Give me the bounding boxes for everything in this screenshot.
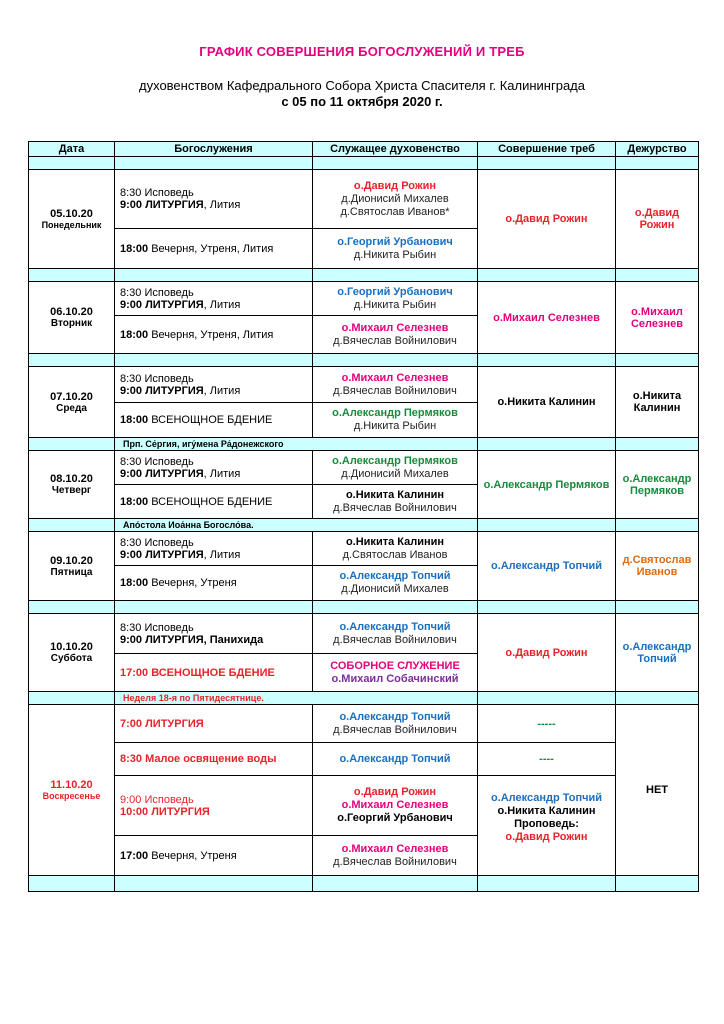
morning-service: [115, 614, 313, 654]
duty-cell: о.Никита Калинин: [616, 367, 699, 438]
evening-service: [115, 403, 313, 438]
liturgy-text: ЛИТУРГИЯ: [142, 199, 204, 211]
evening-time: 18:00: [120, 577, 149, 589]
priest-name: о.Александр Топчий: [339, 570, 451, 582]
liturgy-text: ЛИТУРГИЯ: [142, 298, 204, 311]
sunday-treby-3: [478, 776, 616, 876]
priest-name: о.Никита Калинин: [497, 805, 596, 817]
deacon-name: д.Вячеслав Войнилович: [333, 633, 457, 646]
weekday-text: Вторник: [50, 318, 93, 329]
priest-name: о.Александр Пермяков: [332, 454, 458, 467]
schedule-table: [28, 141, 699, 892]
date-text: 06.10.20: [50, 306, 93, 318]
confession-text: 8:30 Исповедь: [120, 536, 194, 549]
evening-clergy: [313, 229, 478, 269]
treby-cell: о.Александр Топчий: [478, 532, 616, 601]
liturgy-time: 9:00: [120, 384, 143, 397]
evening-time: 18:00: [120, 242, 149, 255]
sunday-service-3: [115, 776, 313, 836]
liturgy-time: 9:00: [120, 199, 143, 211]
evening-time: 18:00: [120, 328, 149, 341]
treby-cell: о.Михаил Селезнев: [478, 282, 616, 354]
priest-name: о.Давид Рожин: [505, 831, 588, 843]
sunday-treby-2: ----: [478, 743, 616, 776]
liturgy-text: ЛИТУРГИЯ: [142, 467, 204, 480]
priest-name: о.Михаил Собачинский: [331, 672, 459, 685]
evening-time: 18:00: [120, 414, 149, 426]
liturgy-rest: , Лития: [203, 384, 241, 397]
date-cell: [29, 451, 115, 519]
feast-row: [29, 519, 699, 532]
table-row: [29, 743, 699, 776]
date-text: 07.10.20: [50, 390, 93, 403]
sunday-service-4: [115, 836, 313, 876]
morning-service: [115, 170, 313, 229]
sunday-treby-1: -----: [478, 705, 616, 743]
morning-clergy: [313, 532, 478, 566]
evening-clergy: [313, 566, 478, 601]
sunday-service-1: 7:00 ЛИТУРГИЯ: [115, 705, 313, 743]
priest-name: о.Михаил Селезнев: [341, 842, 449, 855]
table-row: [29, 614, 699, 654]
priest-name: о.Георгий Урбанович: [337, 812, 453, 824]
evening-text: ВСЕНОЩНОЕ БДЕНИЕ: [148, 414, 273, 426]
treby-cell: о.Давид Рожин: [478, 614, 616, 692]
priest-name: о.Александр Топчий: [339, 620, 451, 633]
priest-name: о.Михаил Селезнев: [341, 371, 449, 384]
treby-cell: о.Никита Калинин: [478, 367, 616, 438]
evening-text: Вечерня, Утреня: [148, 849, 237, 862]
liturgy-time: 9:00: [120, 548, 143, 561]
deacon-name: д.Вячеслав Войнилович: [333, 723, 457, 736]
liturgy-time: 9:00: [120, 298, 143, 311]
evening-clergy: [313, 403, 478, 438]
header-duty: Дежурство: [616, 142, 699, 157]
confession-text: 8:30 Исповедь: [120, 187, 194, 199]
deacon-name: д.Вячеслав Войнилович: [333, 384, 457, 397]
header-services: Богослужения: [115, 142, 313, 157]
evening-clergy: [313, 316, 478, 354]
weekday-text: Среда: [56, 402, 87, 414]
liturgy-text: 10:00 ЛИТУРГИЯ: [120, 805, 210, 818]
duty-cell: о.Давид Рожин: [616, 170, 699, 269]
confession-text: 8:30 Исповедь: [120, 286, 194, 299]
feast-row: [29, 438, 699, 451]
feast-row: [29, 692, 699, 705]
priest-name: о.Давид Рожин: [353, 179, 437, 192]
spacer-row: [29, 269, 699, 282]
spacer-row: [29, 601, 699, 614]
weekday-text: Четверг: [51, 485, 92, 496]
liturgy-time: 9:00: [120, 467, 143, 480]
date-cell: [29, 614, 115, 692]
deacon-name: д.Святослав Иванов: [342, 548, 448, 561]
spacer-row: [29, 354, 699, 367]
header-date: Дата: [29, 142, 115, 157]
table-row: [29, 776, 699, 836]
feast-text: Неделя 18-я по Пятидесятнице.: [115, 692, 478, 705]
deacon-name: д.Никита Рыбин: [353, 298, 437, 311]
evening-text: Вечерня, Утреня: [148, 577, 237, 589]
deacon-name: д.Дионисий Михалев: [341, 583, 449, 595]
confession-text: 9:00 Исповедь: [120, 793, 194, 806]
table-row: [29, 532, 699, 566]
sunday-clergy-3: [313, 776, 478, 836]
spacer-row: [29, 876, 699, 892]
priest-name: о.Никита Калинин: [345, 535, 445, 548]
evening-clergy: [313, 485, 478, 519]
liturgy-text: ЛИТУРГИЯ, Панихида: [142, 633, 264, 646]
date-text: 08.10.20: [50, 473, 93, 485]
priest-name: о.Михаил Селезнев: [341, 321, 449, 334]
duty-cell: НЕТ: [616, 705, 699, 876]
spacer-row: [29, 157, 699, 170]
deacon-name: д.Никита Рыбин: [353, 248, 437, 261]
priest-name: о.Михаил Селезнев: [341, 799, 449, 811]
feast-text: Апо́стола Иоа́нна Богосло́ва.: [115, 519, 478, 532]
date-cell: [29, 367, 115, 438]
evening-service: [115, 229, 313, 269]
table-header-row: [29, 142, 699, 157]
feast-text: Прп. Се́ргия, игу́мена Ра́донежского: [115, 438, 478, 451]
evening-service: [115, 485, 313, 519]
schedule-period: с 05 по 11 октября 2020 г.: [281, 94, 443, 109]
sunday-service-2: 8:30 Малое освящение воды: [115, 743, 313, 776]
morning-service: [115, 532, 313, 566]
morning-service: [115, 367, 313, 403]
confession-text: 8:30 Исповедь: [120, 455, 194, 468]
table-row: [29, 367, 699, 403]
treby-cell: о.Давид Рожин: [478, 170, 616, 269]
page-title: ГРАФИК СОВЕРШЕНИЯ БОГОСЛУЖЕНИЙ И ТРЕБ: [199, 44, 525, 59]
date-text: 05.10.20: [50, 208, 93, 220]
deacon-name: д.Святослав Иванов*: [340, 205, 450, 218]
sunday-clergy-2: о.Александр Топчий: [313, 743, 478, 776]
table-row: [29, 170, 699, 229]
duty-cell: д.Святослав Иванов: [616, 532, 699, 601]
weekday-text: Суббота: [50, 653, 93, 664]
deacon-name: д.Дионисий Михалев: [341, 192, 449, 205]
sermon-label: Проповедь:: [514, 818, 579, 830]
evening-service: [115, 566, 313, 601]
evening-time: 18:00: [120, 495, 149, 508]
deacon-name: д.Вячеслав Войнилович: [333, 501, 457, 514]
deacon-name: д.Вячеслав Войнилович: [333, 855, 457, 868]
morning-clergy: [313, 614, 478, 654]
weekday-text: Понедельник: [41, 220, 102, 230]
priest-name: о.Никита Калинин: [345, 488, 445, 501]
priest-name: о.Давид Рожин: [353, 786, 437, 798]
duty-cell: о.Александр Топчий: [616, 614, 699, 692]
page-subtitle: духовенством Кафедрального Собора Христа Спасителя г. Калининграда: [139, 78, 585, 93]
evening-text: Вечерня, Утреня, Лития: [148, 328, 274, 341]
date-text: 11.10.20: [50, 779, 93, 791]
sobornoe-label: СОБОРНОЕ СЛУЖЕНИЕ: [330, 659, 460, 672]
weekday-text: Воскресенье: [42, 791, 101, 801]
date-cell: [29, 170, 115, 269]
liturgy-time: 9:00: [120, 633, 143, 646]
evening-clergy: [313, 654, 478, 692]
date-text: 09.10.20: [50, 554, 93, 567]
evening-text: ВСЕНОЩНОЕ БДЕНИЕ: [148, 495, 273, 508]
liturgy-rest: , Лития: [203, 199, 241, 211]
date-cell: [29, 282, 115, 354]
morning-service: [115, 451, 313, 485]
treby-cell: о.Александр Пермяков: [478, 451, 616, 519]
priest-name: о.Георгий Урбанович: [337, 285, 453, 298]
priest-name: о.Георгий Урбанович: [337, 235, 453, 248]
sunday-clergy-4: [313, 836, 478, 876]
liturgy-rest: , Лития: [203, 298, 241, 311]
priest-name: о.Александр Пермяков: [332, 407, 458, 419]
weekday-text: Пятница: [50, 566, 93, 578]
liturgy-rest: , Лития: [203, 548, 241, 561]
evening-service: 17:00 ВСЕНОЩНОЕ БДЕНИЕ: [115, 654, 313, 692]
date-text: 10.10.20: [50, 641, 93, 653]
table-row: [29, 451, 699, 485]
evening-text: Вечерня, Утреня, Лития: [148, 242, 274, 255]
header-clergy: Служащее духовенство: [313, 142, 478, 157]
morning-clergy: [313, 282, 478, 316]
morning-clergy: [313, 451, 478, 485]
confession-text: 8:30 Исповедь: [120, 372, 194, 385]
evening-time: 17:00: [120, 849, 149, 862]
date-cell: [29, 705, 115, 876]
table-row: [29, 282, 699, 316]
liturgy-text: ЛИТУРГИЯ: [142, 548, 204, 561]
duty-cell: о.Михаил Селезнев: [616, 282, 699, 354]
priest-name: о.Александр Топчий: [339, 710, 451, 723]
deacon-name: д.Вячеслав Войнилович: [333, 334, 457, 347]
confession-text: 8:30 Исповедь: [120, 621, 194, 634]
deacon-name: д.Дионисий Михалев: [341, 467, 449, 480]
morning-clergy: [313, 367, 478, 403]
evening-service: [115, 316, 313, 354]
morning-service: [115, 282, 313, 316]
morning-clergy: [313, 170, 478, 229]
priest-name: о.Александр Топчий: [490, 792, 603, 804]
header-treby: Совершение треб: [478, 142, 616, 157]
deacon-name: д.Никита Рыбин: [353, 420, 437, 432]
date-cell: [29, 532, 115, 601]
duty-cell: о.Александр Пермяков: [616, 451, 699, 519]
table-row: [29, 705, 699, 743]
sunday-clergy-1: [313, 705, 478, 743]
liturgy-rest: , Лития: [203, 467, 241, 480]
liturgy-text: ЛИТУРГИЯ: [142, 384, 204, 397]
